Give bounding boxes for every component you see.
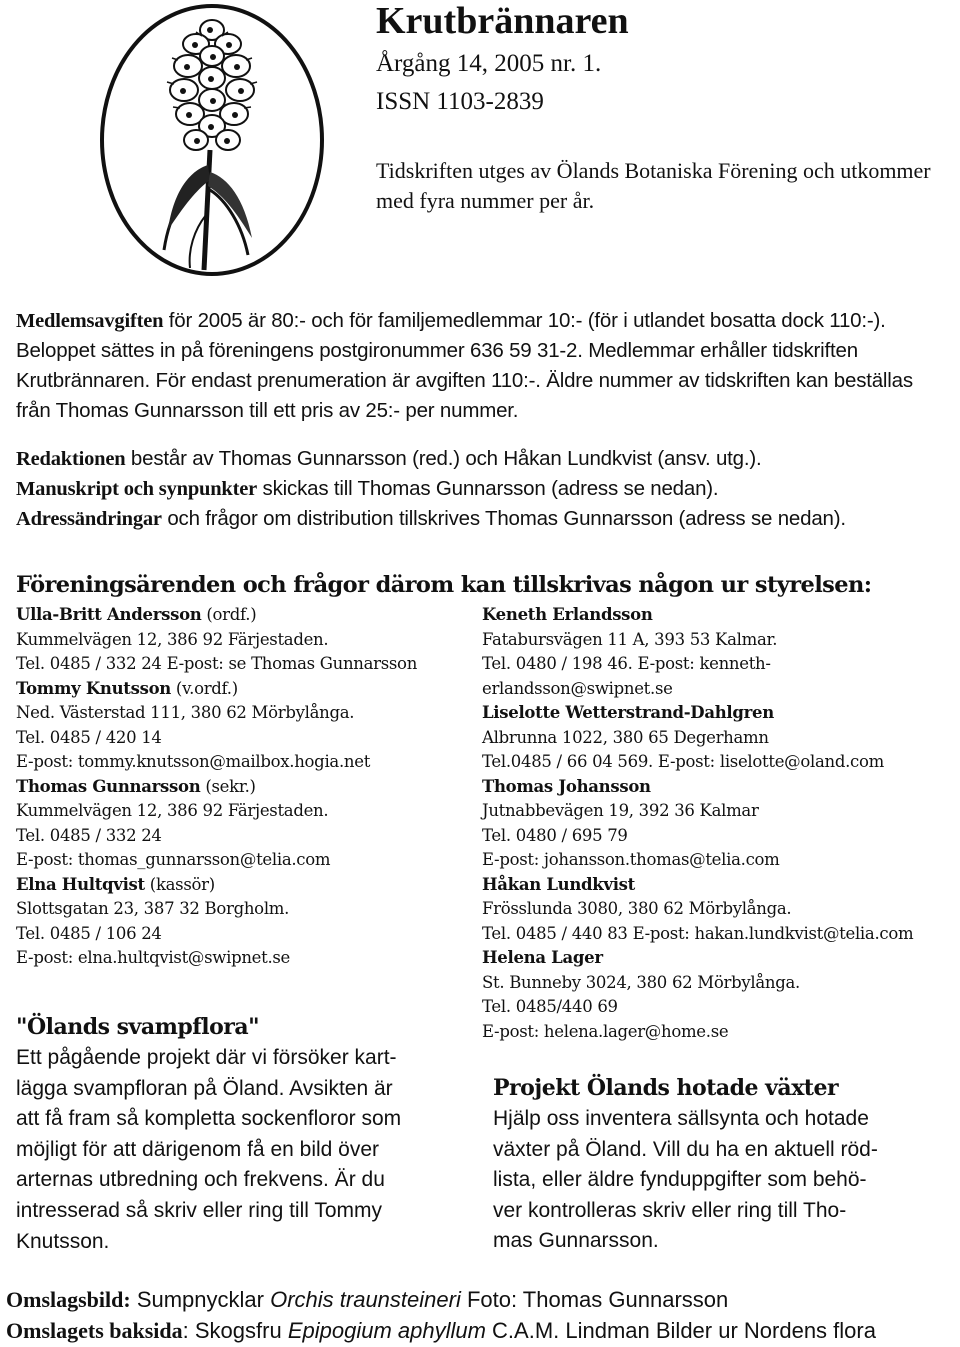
hotade-body <box>493 1104 913 1257</box>
svampflora-title: "Ölands svampflora" <box>16 1014 260 1040</box>
editorial-text: skickas till Thomas Gunnarsson (adress se nedan). <box>257 477 719 500</box>
member-detail: Tel. 0485 / 106 24 <box>16 923 162 943</box>
text-line: att få fram så kompletta sockenfloror som <box>16 1107 402 1131</box>
board-row <box>482 701 913 726</box>
board-row <box>482 1020 913 1045</box>
board-row <box>16 946 417 971</box>
board-row <box>482 897 913 922</box>
text-line: mas Gunnarsson. <box>493 1229 659 1253</box>
board-row <box>16 652 417 677</box>
cover-credit-pre: Sumpnycklar <box>130 1287 271 1312</box>
fees-text: för 2005 är 80:- och för familjemedlemmar 10:- (för i utlandet bosatta dock 110:-). Beloppet sättes in på föreningens postgironummer 636 59 31-2. Medlemmar erhåller tidskriften Krutbrännaren. För endast prenumeration är avgiften 110:-. Äldre nummer av tidskriften kan beställas från Thomas Gunnarsson till ett pris av 25:- per nummer. <box>16 309 913 422</box>
member-detail: E-post: tommy.knutsson@mailbox.hogia.net <box>16 752 371 771</box>
text-line: ver kontrolleras skriv eller ring till Tho- <box>493 1198 847 1222</box>
board-row <box>16 603 417 628</box>
editorial-info <box>16 444 956 534</box>
member-detail: Kummelvägen 12, 386 92 Färjestaden. <box>16 801 329 820</box>
text-line: intresserad så skriv eller ring till Tommy <box>16 1198 383 1222</box>
board-row <box>16 848 417 873</box>
editorial-lead: Redaktionen <box>16 448 126 470</box>
board-row <box>16 628 417 653</box>
member-detail: St. Bunneby 3024, 380 62 Mörbylånga. <box>482 972 800 992</box>
board-row <box>16 824 417 849</box>
member-detail: erlandsson@swipnet.se <box>482 678 673 698</box>
editorial-lead: Manuskript och synpunkter <box>16 478 258 500</box>
member-detail: Ned. Västerstad 111, 380 62 Mörbylånga. <box>16 703 355 722</box>
board-row <box>482 677 913 702</box>
svampflora-body <box>16 1043 436 1257</box>
editorial-lead: Adressändringar <box>16 508 162 530</box>
board-row <box>482 628 913 653</box>
issue-info: Årgång 14, 2005 nr. 1. <box>376 50 602 77</box>
member-detail: Tel. 0480 / 198 46. E-post: kenneth- <box>482 654 771 673</box>
board-row <box>482 652 913 677</box>
board-row <box>16 677 417 702</box>
member-name: Thomas Gunnarsson <box>16 776 201 796</box>
board-row <box>482 922 913 947</box>
member-detail: Tel. 0485 / 332 24 E-post: se Thomas Gunnarsson <box>16 654 418 673</box>
back-cover-credit <box>6 1316 876 1346</box>
cover-credit <box>6 1285 728 1315</box>
member-detail: Slottsgatan 23, 387 32 Borgholm. <box>16 899 290 918</box>
text-line: lista, eller äldre fynduppgifter som behö- <box>493 1168 867 1192</box>
board-row <box>482 726 913 751</box>
orchid-logo-icon <box>92 0 332 286</box>
board-row <box>16 873 417 898</box>
editorial-line <box>16 474 956 504</box>
orchid-illustration-icon <box>92 0 332 286</box>
member-detail: Tel. 0485 / 440 83 E-post: hakan.lundkvist@telia.com <box>482 923 914 943</box>
member-detail: Frösslunda 3080, 380 62 Mörbylånga. <box>482 899 792 918</box>
board-row <box>482 824 913 849</box>
text-line: möjligt för att därigenom få en bild över <box>16 1137 380 1161</box>
text-line: Hjälp oss inventera sällsynta och hotade <box>493 1107 869 1130</box>
editorial-text: består av Thomas Gunnarsson (red.) och Håkan Lundkvist (ansv. utg.). <box>125 447 762 470</box>
board-row <box>16 750 417 775</box>
board-row <box>482 848 913 873</box>
member-name: Liselotte Wetterstrand-Dahlgren <box>482 703 774 722</box>
fees-lead: Medlemsavgiften <box>16 310 164 332</box>
member-detail: Tel. 0485 / 332 24 <box>16 825 162 845</box>
editorial-line <box>16 444 956 474</box>
board-row <box>482 971 913 996</box>
member-name: Elna Hultqvist <box>16 874 145 894</box>
member-name: Helena Lager <box>482 948 603 967</box>
member-detail: E-post: helena.lager@home.se <box>482 1021 729 1041</box>
editorial-line <box>16 504 956 534</box>
board-row <box>16 922 417 947</box>
back-credit-pre: : Skogsfru <box>182 1318 288 1343</box>
journal-title: Krutbrännaren <box>376 0 629 42</box>
text-line: Ett pågående projekt där vi försöker kart- <box>16 1046 397 1069</box>
member-detail: Tel.0485 / 66 04 569. E-post: liselotte@oland.com <box>482 752 884 771</box>
board-row <box>482 603 913 628</box>
board-row <box>482 750 913 775</box>
member-detail: Tel. 0485 / 420 14 <box>16 727 162 747</box>
member-role: (v.ordf.) <box>170 678 238 698</box>
board-row <box>482 995 913 1020</box>
member-detail: Fatabursvägen 11 A, 393 53 Kalmar. <box>482 629 778 649</box>
hotade-title: Projekt Ölands hotade växter <box>493 1075 839 1101</box>
board-list-right <box>482 603 913 1044</box>
member-detail: E-post: elna.hultqvist@swipnet.se <box>16 948 291 967</box>
board-row <box>16 726 417 751</box>
member-detail: Jutnabbevägen 19, 392 36 Kalmar <box>482 801 759 820</box>
member-detail: Tel. 0480 / 695 79 <box>482 825 628 845</box>
cover-credit-label: Omslagsbild: <box>6 1287 131 1312</box>
publisher-note: Tidskriften utges av Ölands Botaniska Förening och utkommer med fyra nummer per år. <box>376 158 931 213</box>
cover-credit-post: Foto: Thomas Gunnarsson <box>460 1287 729 1312</box>
back-species: Epipogium aphyllum <box>287 1318 486 1343</box>
board-row <box>16 897 417 922</box>
text-line: lägga svampfloran på Öland. Avsikten är <box>16 1076 393 1100</box>
board-row <box>16 701 417 726</box>
member-detail: E-post: johansson.thomas@telia.com <box>482 850 780 869</box>
member-role: (sekr.) <box>200 776 256 796</box>
member-detail: Albrunna 1022, 380 65 Degerhamn <box>482 727 769 747</box>
cover-species: Orchis traunsteineri <box>270 1287 461 1312</box>
member-detail: Kummelvägen 12, 386 92 Färjestaden. <box>16 629 329 649</box>
editorial-text: och frågor om distribution tillskrives Thomas Gunnarsson (adress se nedan). <box>161 507 846 530</box>
board-row <box>482 799 913 824</box>
text-line: arternas utbredning och frekvens. Är du <box>16 1168 385 1192</box>
member-name: Keneth Erlandsson <box>482 605 653 624</box>
board-list-left <box>16 603 417 971</box>
issn: ISSN 1103-2839 <box>376 88 544 115</box>
board-row <box>16 799 417 824</box>
board-row <box>482 946 913 971</box>
member-role: (kassör) <box>144 874 215 894</box>
member-detail: Tel. 0485/440 69 <box>482 997 618 1016</box>
member-name: Thomas Johansson <box>482 776 651 796</box>
member-role: (ordf.) <box>201 605 257 624</box>
board-row <box>482 873 913 898</box>
member-detail: E-post: thomas_gunnarsson@telia.com <box>16 850 331 869</box>
back-credit-post: C.A.M. Lindman Bilder ur Nordens flora <box>485 1318 876 1343</box>
board-row <box>482 775 913 800</box>
member-name: Tommy Knutsson <box>16 678 171 698</box>
member-name: Håkan Lundkvist <box>482 874 635 894</box>
membership-fees-paragraph <box>16 306 946 426</box>
back-credit-label: Omslagets baksida <box>6 1318 183 1343</box>
member-name: Ulla-Britt Andersson <box>16 605 202 624</box>
board-heading: Föreningsärenden och frågor därom kan tillskrivas någon ur styrelsen: <box>16 572 872 598</box>
text-line: Knutsson. <box>16 1229 110 1253</box>
board-row <box>16 775 417 800</box>
text-line: växter på Öland. Vill du ha en aktuell röd- <box>493 1137 878 1161</box>
